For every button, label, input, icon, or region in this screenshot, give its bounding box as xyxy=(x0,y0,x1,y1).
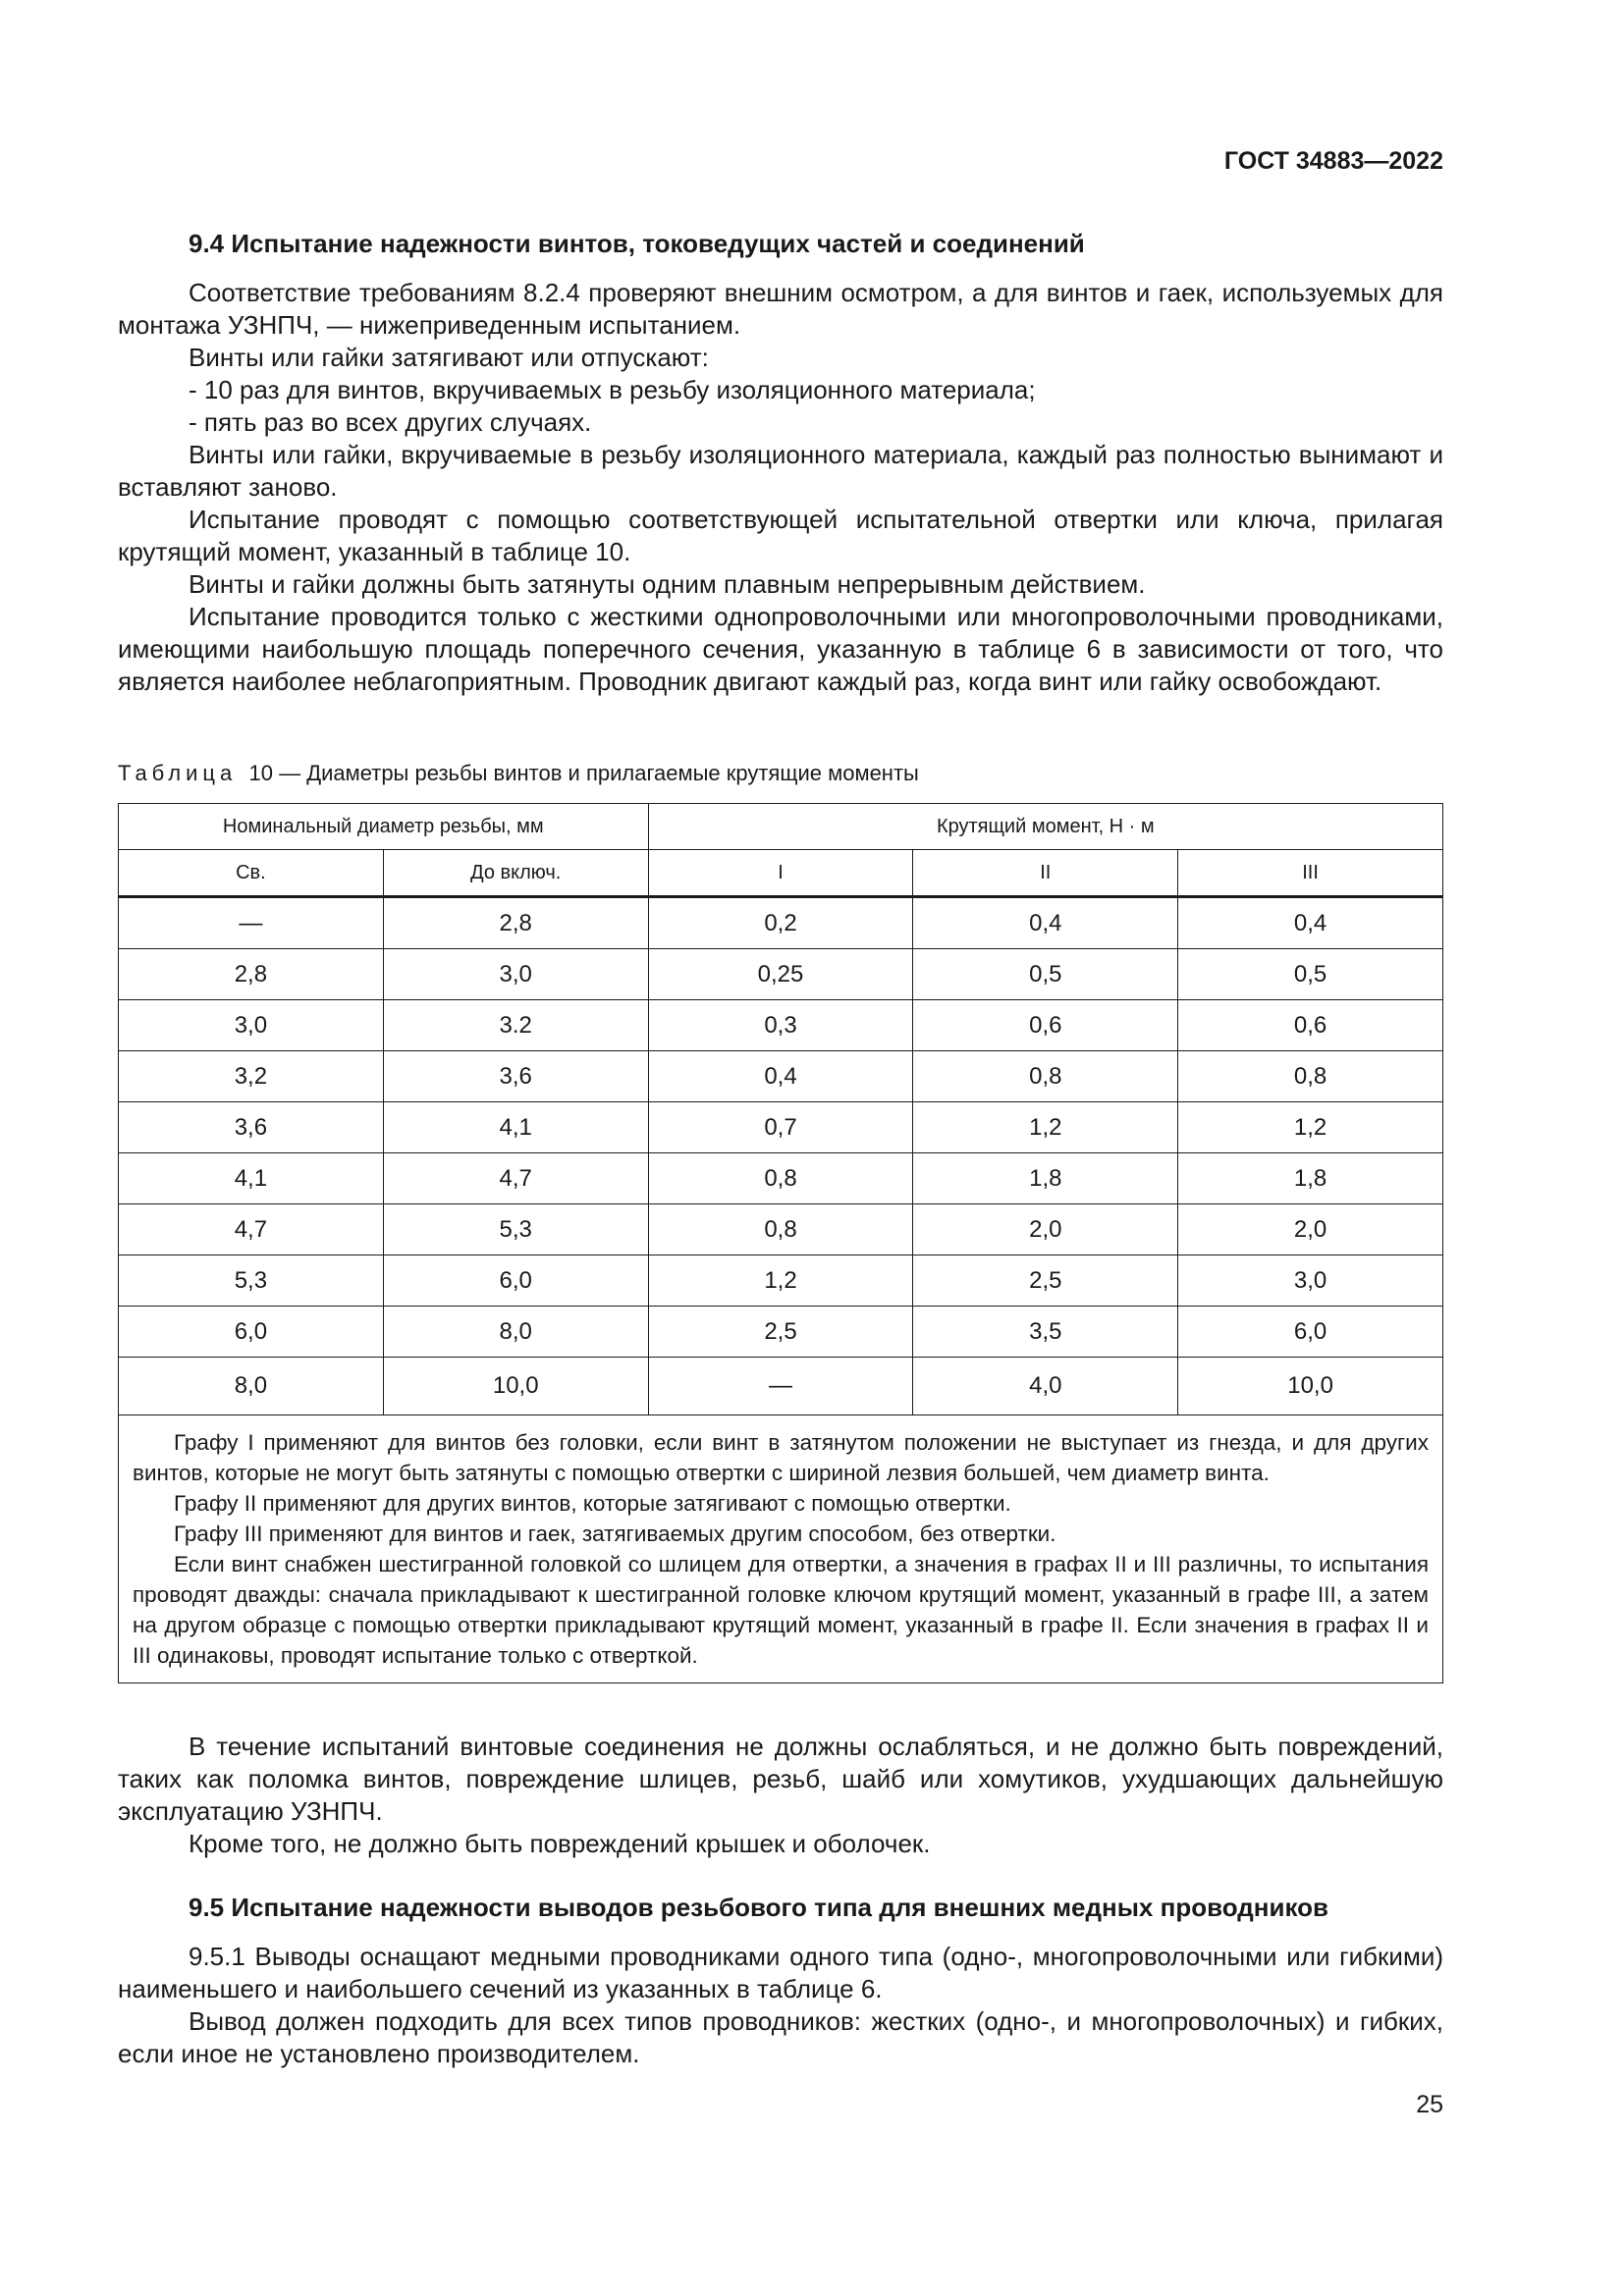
table-cell: 1,8 xyxy=(1178,1153,1443,1204)
table-cell: 3,6 xyxy=(119,1102,384,1153)
list-item: - 10 раз для винтов, вкручиваемых в резьбу изоляционного материала; xyxy=(189,375,1036,404)
paragraph: В течение испытаний винтовые соединения не должны ослабляться, и не должно быть повреждений, таких как поломка винтов, повреждение шлицев, резьб, шайб или хомутиков, ухудшающих дальнейшую эксплуатацию УЗНПЧ. xyxy=(118,1732,1443,1826)
table-cell: 0,2 xyxy=(648,897,913,949)
table-cell: 0,3 xyxy=(648,1000,913,1051)
table-cell: 0,8 xyxy=(648,1204,913,1255)
table-cell: 0,8 xyxy=(648,1153,913,1204)
table-note: Если винт снабжен шестигранной головкой со шлицем для отвертки, а значения в графах II и III различны, то испытания проводят дважды: сначала прикладывают к шестигранной головке ключом крутящий момент, указанный в графе III, а затем на другом образце с помощью отвертки прикладывают крутящий момент, указанный в графе II. Если значения в графах II и III одинаковы, проводят испытание только с отверткой. xyxy=(133,1552,1429,1668)
paragraph: 9.5.1 Выводы оснащают медными проводниками одного типа (одно-, многопроволочными или гибкими) наименьшего и наибольшего сечений из указанных в таблице 6. xyxy=(118,1942,1443,2003)
table-cell: 1,2 xyxy=(648,1255,913,1307)
table-caption xyxy=(118,759,919,788)
paragraph: Винты или гайки затягивают или отпускают: xyxy=(189,343,709,372)
torque-table xyxy=(118,803,1443,1683)
table-cell: 8,0 xyxy=(383,1307,648,1358)
table-cell: 4,1 xyxy=(383,1102,648,1153)
table-cell: 6,0 xyxy=(119,1307,384,1358)
table-cell: 3,0 xyxy=(1178,1255,1443,1307)
table-cell: 1,2 xyxy=(913,1102,1178,1153)
table-cell: 6,0 xyxy=(383,1255,648,1307)
header-cell: III xyxy=(1178,850,1443,897)
table-note: Графу III применяют для винтов и гаек, затягиваемых другим способом, без отвертки. xyxy=(174,1522,1056,1546)
table-cell: 3,0 xyxy=(383,949,648,1000)
table-cell: 2,5 xyxy=(648,1307,913,1358)
table-row xyxy=(119,1307,1443,1358)
table-cell: — xyxy=(648,1358,913,1415)
table-row xyxy=(119,1358,1443,1415)
table-cell: 2,0 xyxy=(913,1204,1178,1255)
table-group-header-row xyxy=(119,804,1443,850)
table-cell: 10,0 xyxy=(1178,1358,1443,1415)
section-9-4 xyxy=(118,226,1443,698)
table-cell: 4,1 xyxy=(119,1153,384,1204)
paragraph: Соответствие требованиям 8.2.4 проверяют внешним осмотром, а для винтов и гаек, используемых для монтажа УЗНПЧ, — нижеприведенным испытанием. xyxy=(118,278,1443,340)
section-heading: 9.4 Испытание надежности винтов, токоведущих частей и соединений xyxy=(189,229,1085,258)
table-cell: — xyxy=(119,897,384,949)
table-sub-header-row xyxy=(119,850,1443,897)
table-cell: 2,8 xyxy=(119,949,384,1000)
table-cell: 0,4 xyxy=(1178,897,1443,949)
paragraph: Испытание проводят с помощью соответствующей испытательной отвертки или ключа, прилагая крутящий момент, указанный в таблице 10. xyxy=(118,505,1443,566)
table-cell: 2,5 xyxy=(913,1255,1178,1307)
list-item: - пять раз во всех других случаях. xyxy=(189,407,592,437)
standard-header: ГОСТ 34883—2022 xyxy=(1223,147,1443,175)
table-cell: 0,8 xyxy=(913,1051,1178,1102)
table-cell: 6,0 xyxy=(1178,1307,1443,1358)
table-cell: 0,5 xyxy=(1178,949,1443,1000)
table-cell: 4,0 xyxy=(913,1358,1178,1415)
table-caption-label: Таблица xyxy=(118,761,238,785)
after-table-text xyxy=(118,1731,1443,1860)
paragraph: Кроме того, не должно быть повреждений крышек и оболочек. xyxy=(189,1829,931,1858)
header-cell: II xyxy=(913,850,1178,897)
table-cell: 4,7 xyxy=(119,1204,384,1255)
table-notes-row xyxy=(119,1415,1443,1683)
table-cell: 0,5 xyxy=(913,949,1178,1000)
table-cell: 0,6 xyxy=(1178,1000,1443,1051)
table-cell: 0,7 xyxy=(648,1102,913,1153)
table-note: Графу I применяют для винтов без головки, если винт в затянутом положении не выступает из гнезда, и для других винтов, которые не могут быть затянуты с помощью отвертки с шириной лезвия большей, чем диаметр винта. xyxy=(133,1430,1429,1485)
paragraph: Испытание проводится только с жесткими однопроволочными или многопроволочными проводниками, имеющими наибольшую площадь поперечного сечения, указанную в таблице 6 в зависимости от того, что является наиболее неблагоприятным. Проводник двигают каждый раз, когда винт или гайку освобождают. xyxy=(118,602,1443,696)
table-cell: 5,3 xyxy=(119,1255,384,1307)
table-cell: 0,8 xyxy=(1178,1051,1443,1102)
paragraph: Винты и гайки должны быть затянуты одним плавным непрерывным действием. xyxy=(189,569,1146,599)
table-cell: 3,2 xyxy=(119,1051,384,1102)
table-cell: 3,6 xyxy=(383,1051,648,1102)
table-caption-text: 10 — Диаметры резьбы винтов и прилагаемые крутящие моменты xyxy=(248,761,919,785)
header-cell: До включ. xyxy=(383,850,648,897)
table-cell: 1,2 xyxy=(1178,1102,1443,1153)
table-row xyxy=(119,949,1443,1000)
table-notes xyxy=(119,1415,1443,1683)
table-cell: 3,0 xyxy=(119,1000,384,1051)
table-row xyxy=(119,1204,1443,1255)
table-cell: 4,7 xyxy=(383,1153,648,1204)
table-row xyxy=(119,1153,1443,1204)
table-cell: 0,4 xyxy=(913,897,1178,949)
section-9-5 xyxy=(118,1890,1443,2070)
table-note: Графу II применяют для других винтов, которые затягивают с помощью отвертки. xyxy=(174,1491,1011,1516)
table-cell: 0,25 xyxy=(648,949,913,1000)
header-cell: Номинальный диаметр резьбы, мм xyxy=(119,804,649,850)
table-cell: 0,4 xyxy=(648,1051,913,1102)
table-row xyxy=(119,1102,1443,1153)
table-cell: 3.2 xyxy=(383,1000,648,1051)
table-cell: 1,8 xyxy=(913,1153,1178,1204)
table-row xyxy=(119,1000,1443,1051)
section-heading: 9.5 Испытание надежности выводов резьбового типа для внешних медных проводников xyxy=(189,1893,1328,1922)
table-row xyxy=(119,1051,1443,1102)
paragraph: Винты или гайки, вкручиваемые в резьбу изоляционного материала, каждый раз полностью вынимают и вставляют заново. xyxy=(118,440,1443,502)
table-cell: 2,0 xyxy=(1178,1204,1443,1255)
header-cell: Св. xyxy=(119,850,384,897)
page-number: 25 xyxy=(1416,2091,1443,2118)
table-cell: 8,0 xyxy=(119,1358,384,1415)
table-row xyxy=(119,1255,1443,1307)
table-cell: 2,8 xyxy=(383,897,648,949)
table-cell: 3,5 xyxy=(913,1307,1178,1358)
header-cell: I xyxy=(648,850,913,897)
table-cell: 10,0 xyxy=(383,1358,648,1415)
table-cell: 0,6 xyxy=(913,1000,1178,1051)
table-row xyxy=(119,897,1443,949)
header-cell: Крутящий момент, Н · м xyxy=(648,804,1442,850)
paragraph: Вывод должен подходить для всех типов проводников: жестких (одно-, и многопроволочных) и гибких, если иное не установлено производителем. xyxy=(118,2006,1443,2068)
table-cell: 5,3 xyxy=(383,1204,648,1255)
